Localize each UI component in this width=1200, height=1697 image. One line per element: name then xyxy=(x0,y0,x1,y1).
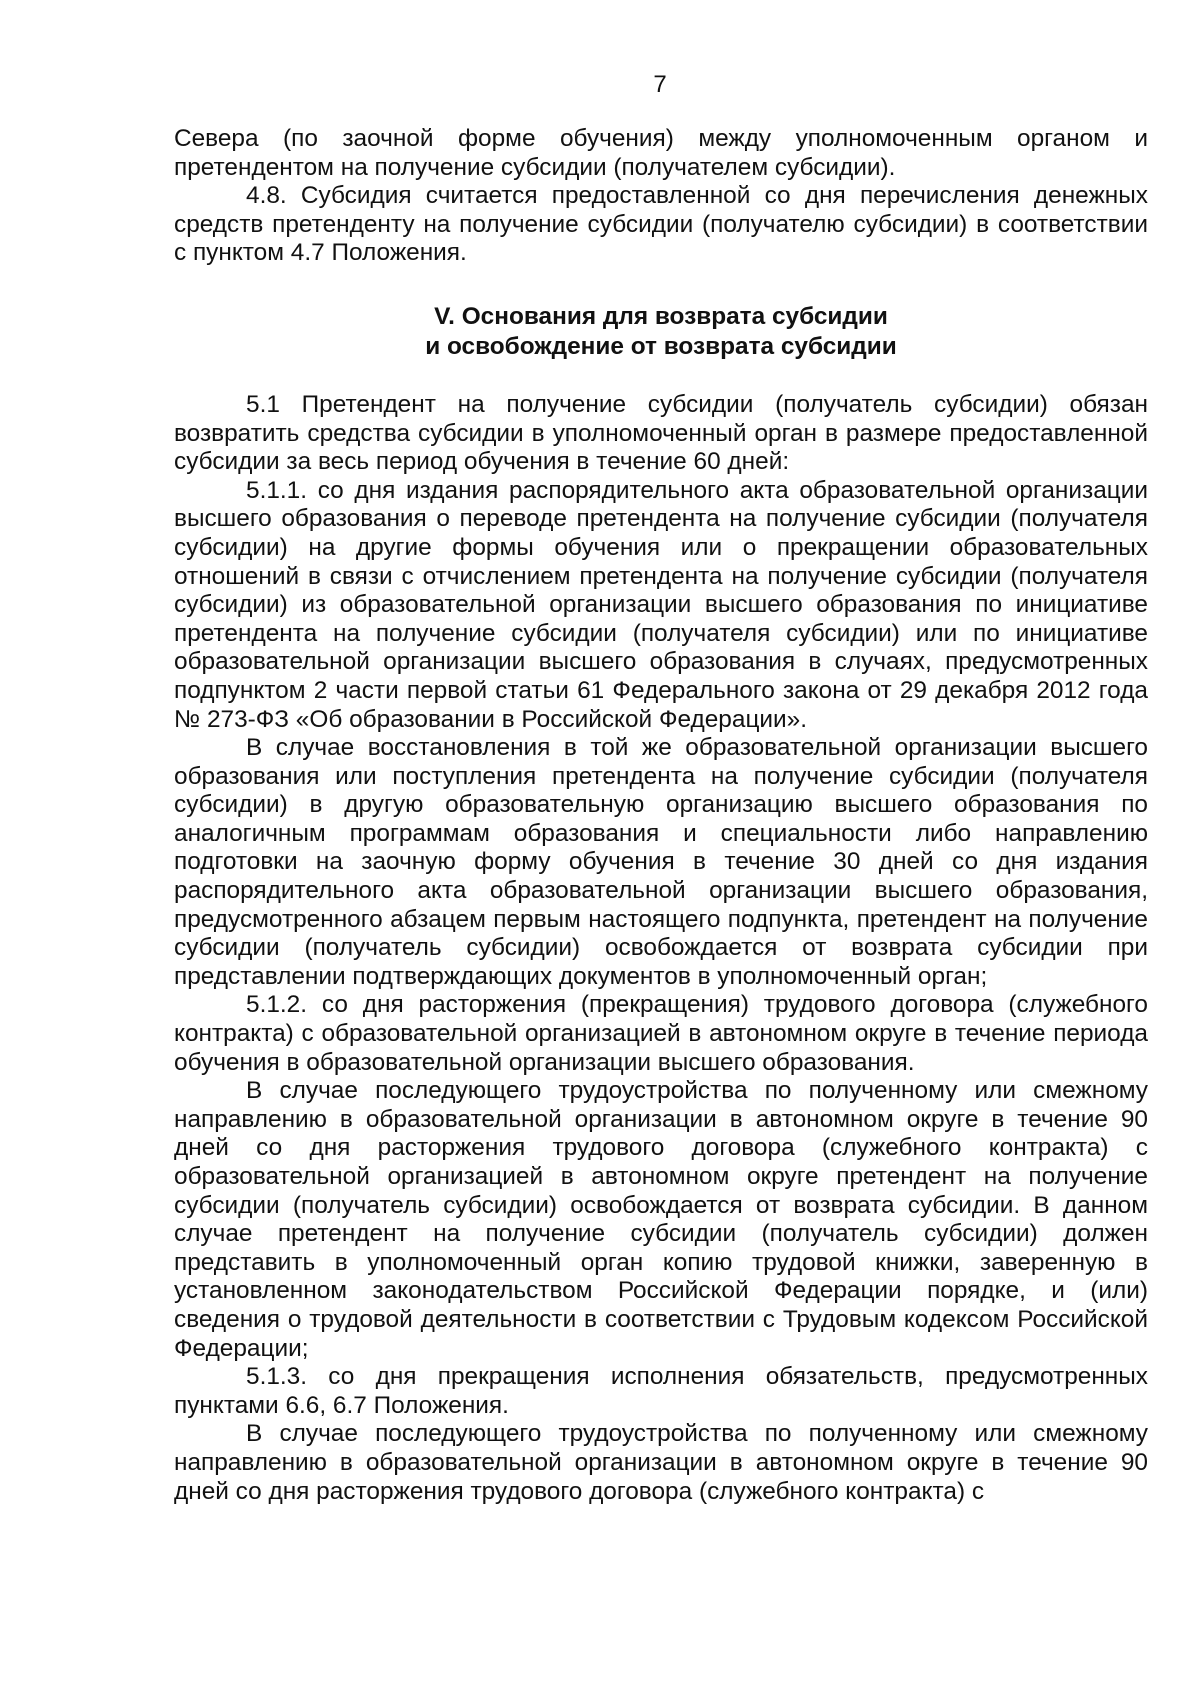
paragraph-5-1: 5.1 Претендент на получение субсидии (получатель субсидии) обязан возвратить средства субсидии в уполномоченный орган в размере предоставленной субсидии за весь период обучения в течение 60 дней: xyxy=(174,390,1148,476)
paragraph-5-1-1: 5.1.1. со дня издания распорядительного акта образовательной организации высшего образования о переводе претендента на получение субсидии (получателя субсидии) на другие формы обучения или о прекращении образовательных отношений в связи с отчислением претендента на получение субсидии (получателя субсидии) из образовательной организации высшего образования по инициативе претендента на получение субсидии (получателя субсидии) или по инициативе образовательной организации высшего образования в случаях, предусмотренных подпунктом 2 части первой статьи 61 Федерального закона от 29 декабря 2012 года № 273-ФЗ «Об образовании в Российской Федерации». xyxy=(174,476,1148,733)
paragraph-5-1-3-exception: В случае последующего трудоустройства по полученному или смежному направлению в образовательной организации в автономном округе в течение 90 дней со дня расторжения трудового договора (служебного контракта) с xyxy=(174,1420,1148,1505)
section-title-line-2: и освобождение от возврата субсидии xyxy=(425,332,897,360)
paragraph-5-1-1-exception: В случае восстановления в той же образовательной организации высшего образования или поступления претендента на получение субсидии (получателя субсидии) в другую образовательную организацию высшего образования по аналогичным программам образования и специальности либо направлению подготовки на заочную форму обучения в течение 30 дней со дня издания распорядительного акта образовательной организации высшего образования, предусмотренного абзацем первым настоящего подпункта, претендент на получение субсидии (получатель субсидии) освобождается от возврата субсидии при представлении подтверждающих документов в уполномоченный орган; xyxy=(174,734,1148,990)
paragraph-5-1-2-exception: В случае последующего трудоустройства по полученному или смежному направлению в образовательной организации в автономном округе в течение 90 дней со дня расторжения трудового договора (служебного контракта) с образовательной организацией в автономном округе претендент на получение субсидии (получатель субсидии) освобождается от возврата субсидии. В данном случае претендент на получение субсидии (получатель субсидии) должен представить в уполномоченный орган копию трудовой книжки, заверенную в установленном законодательством Российской Федерации порядке, и (или) сведения о трудовой деятельности в соответствии с Трудовым кодексом Российской Федерации; xyxy=(174,1077,1148,1362)
paragraph-5-1-2: 5.1.2. со дня расторжения (прекращения) трудового договора (служебного контракта) с образовательной организацией в автономном округе в течение периода обучения в образовательной организации высшего образования. xyxy=(174,991,1148,1076)
page-number: 7 xyxy=(653,71,667,98)
paragraph-4-8: 4.8. Субсидия считается предоставленной со дня перечисления денежных средств претенденту на получение субсидии (получателю субсидии) в соответствии с пунктом 4.7 Положения. xyxy=(174,182,1148,267)
document-body xyxy=(174,125,1148,1506)
paragraph-5-1-3: 5.1.3. со дня прекращения исполнения обязательств, предусмотренных пунктами 6.6, 6.7 Положения. xyxy=(174,1363,1148,1419)
section-title-line-1: V. Основания для возврата субсидии xyxy=(434,302,888,330)
section-title xyxy=(174,302,1148,362)
paragraph-continuation: Севера (по заочной форме обучения) между уполномоченным органом и претендентом на получение субсидии (получателем субсидии). xyxy=(174,125,1148,181)
